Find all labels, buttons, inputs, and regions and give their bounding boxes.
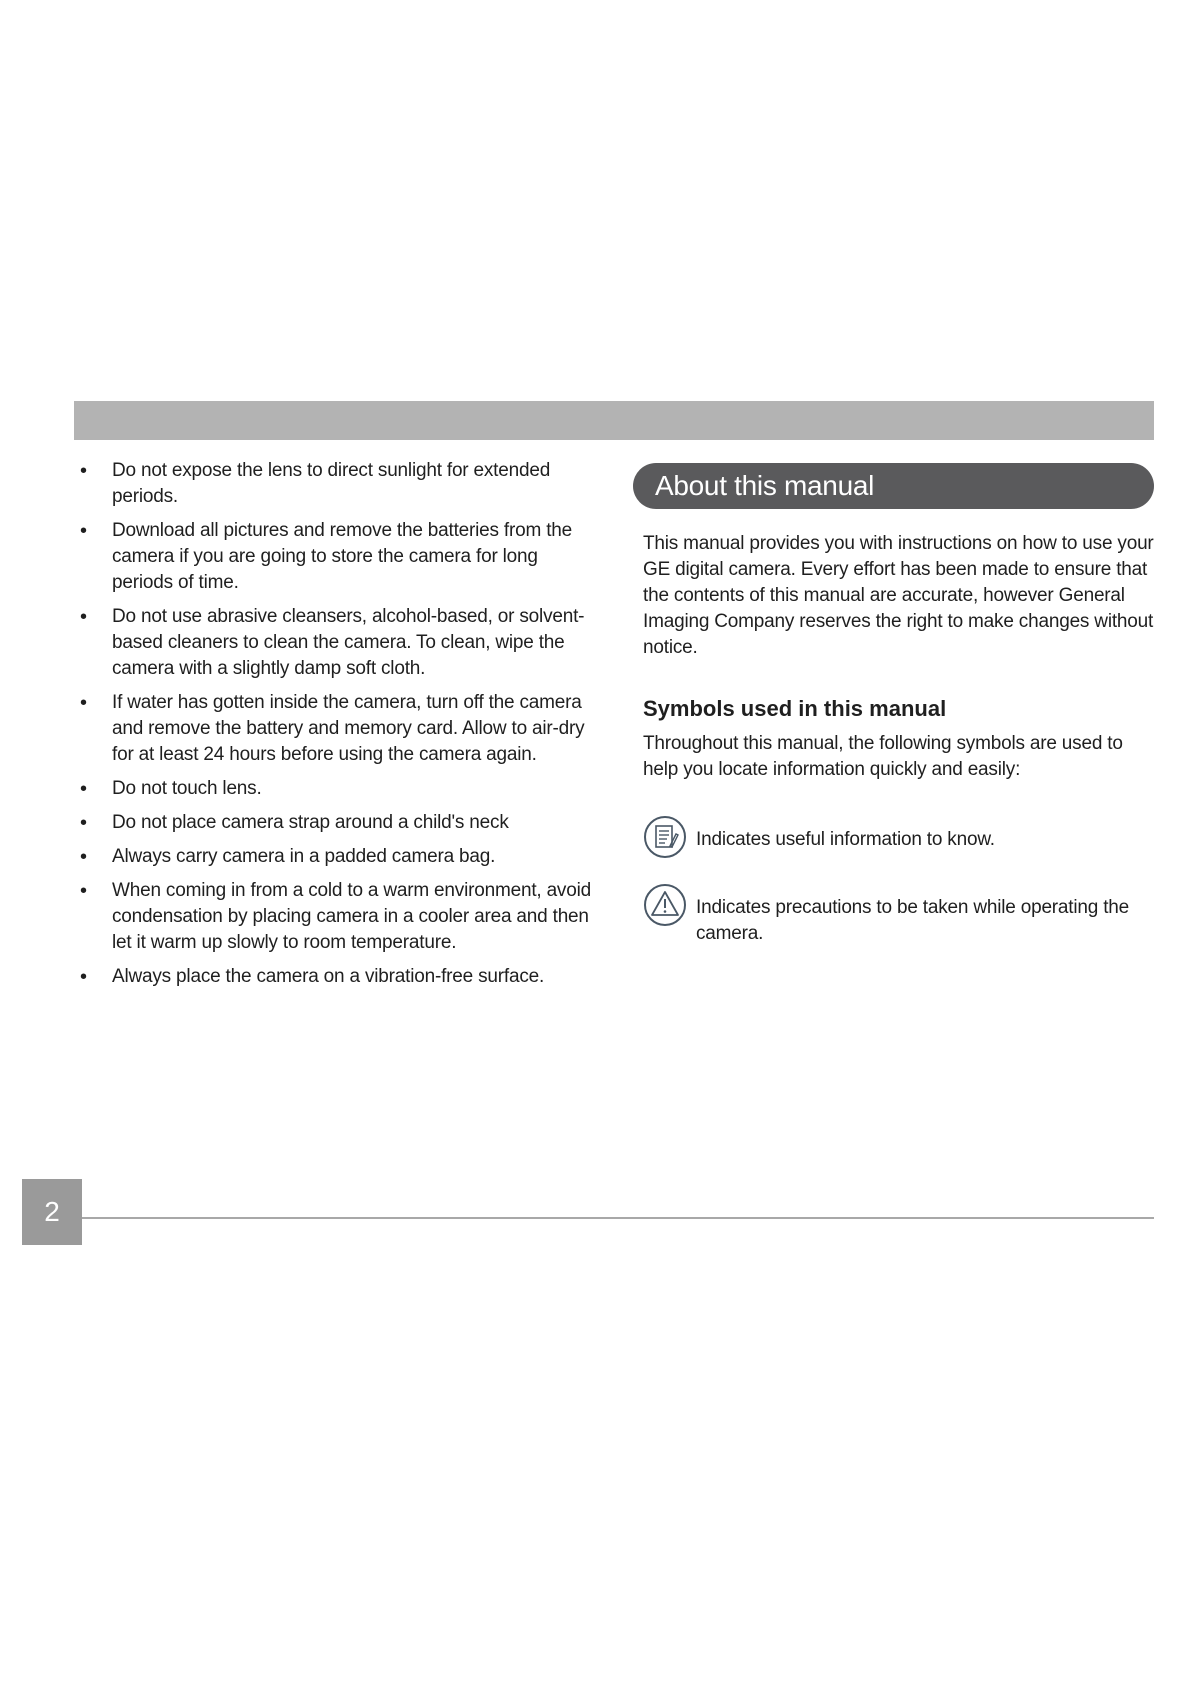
footer-divider bbox=[82, 1217, 1154, 1219]
list-item-text: Download all pictures and remove the batteries from the camera if you are going to store the camera for long periods of time. bbox=[112, 520, 573, 593]
bullet-icon: • bbox=[80, 846, 87, 868]
about-manual-column bbox=[633, 463, 1154, 947]
bullet-icon: • bbox=[80, 520, 87, 542]
symbol-note-text: Indicates useful information to know. bbox=[696, 829, 995, 850]
note-icon bbox=[643, 815, 687, 859]
list-item bbox=[80, 458, 600, 510]
list-item-text: Do not use abrasive cleansers, alcohol-based, or solvent-based cleaners to clean the camera. To clean, wipe the camera with a slightly damp soft cloth. bbox=[112, 606, 585, 679]
header-bar bbox=[74, 401, 1154, 440]
page-number: 2 bbox=[22, 1179, 82, 1245]
list-item bbox=[80, 518, 600, 596]
list-item-text: Do not touch lens. bbox=[112, 778, 262, 799]
section-title: About this manual bbox=[633, 463, 1154, 509]
bullet-icon: • bbox=[80, 966, 87, 988]
symbols-heading: Symbols used in this manual bbox=[643, 696, 947, 721]
bullet-icon: • bbox=[80, 812, 87, 834]
symbol-warning-row bbox=[643, 895, 1154, 947]
precautions-column bbox=[80, 458, 600, 998]
list-item bbox=[80, 810, 600, 836]
bullet-icon: • bbox=[80, 692, 87, 714]
list-item bbox=[80, 844, 600, 870]
list-item bbox=[80, 878, 600, 956]
list-item-text: When coming in from a cold to a warm environment, avoid condensation by placing camera in a cooler area and then let it warm up slowly to room temperature. bbox=[112, 880, 591, 953]
symbols-intro: Throughout this manual, the following symbols are used to help you locate information quickly and easily: bbox=[643, 733, 1123, 780]
list-item bbox=[80, 604, 600, 682]
bullet-icon: • bbox=[80, 880, 87, 902]
bullet-icon: • bbox=[80, 460, 87, 482]
warning-icon bbox=[643, 883, 687, 927]
list-item-text: Always place the camera on a vibration-free surface. bbox=[112, 966, 545, 987]
intro-paragraph: This manual provides you with instructions on how to use your GE digital camera. Every effort has been made to ensure that the contents of this manual are accurate, however General Imaging Company reserves the right to make changes without notice. bbox=[643, 533, 1154, 658]
list-item bbox=[80, 776, 600, 802]
list-item bbox=[80, 690, 600, 768]
list-item-text: Do not expose the lens to direct sunlight for extended periods. bbox=[112, 460, 551, 507]
list-item-text: Do not place camera strap around a child's neck bbox=[112, 812, 509, 833]
precautions-list bbox=[80, 458, 600, 990]
bullet-icon: • bbox=[80, 778, 87, 800]
list-item-text: Always carry camera in a padded camera bag. bbox=[112, 846, 496, 867]
list-item-text: If water has gotten inside the camera, turn off the camera and remove the battery and memory card. Allow to air-dry for at least 24 hours before using the camera again. bbox=[112, 692, 585, 765]
symbol-note-row bbox=[643, 827, 1154, 853]
symbol-warning-text: Indicates precautions to be taken while operating the camera. bbox=[696, 897, 1130, 944]
list-item bbox=[80, 964, 600, 990]
bullet-icon: • bbox=[80, 606, 87, 628]
